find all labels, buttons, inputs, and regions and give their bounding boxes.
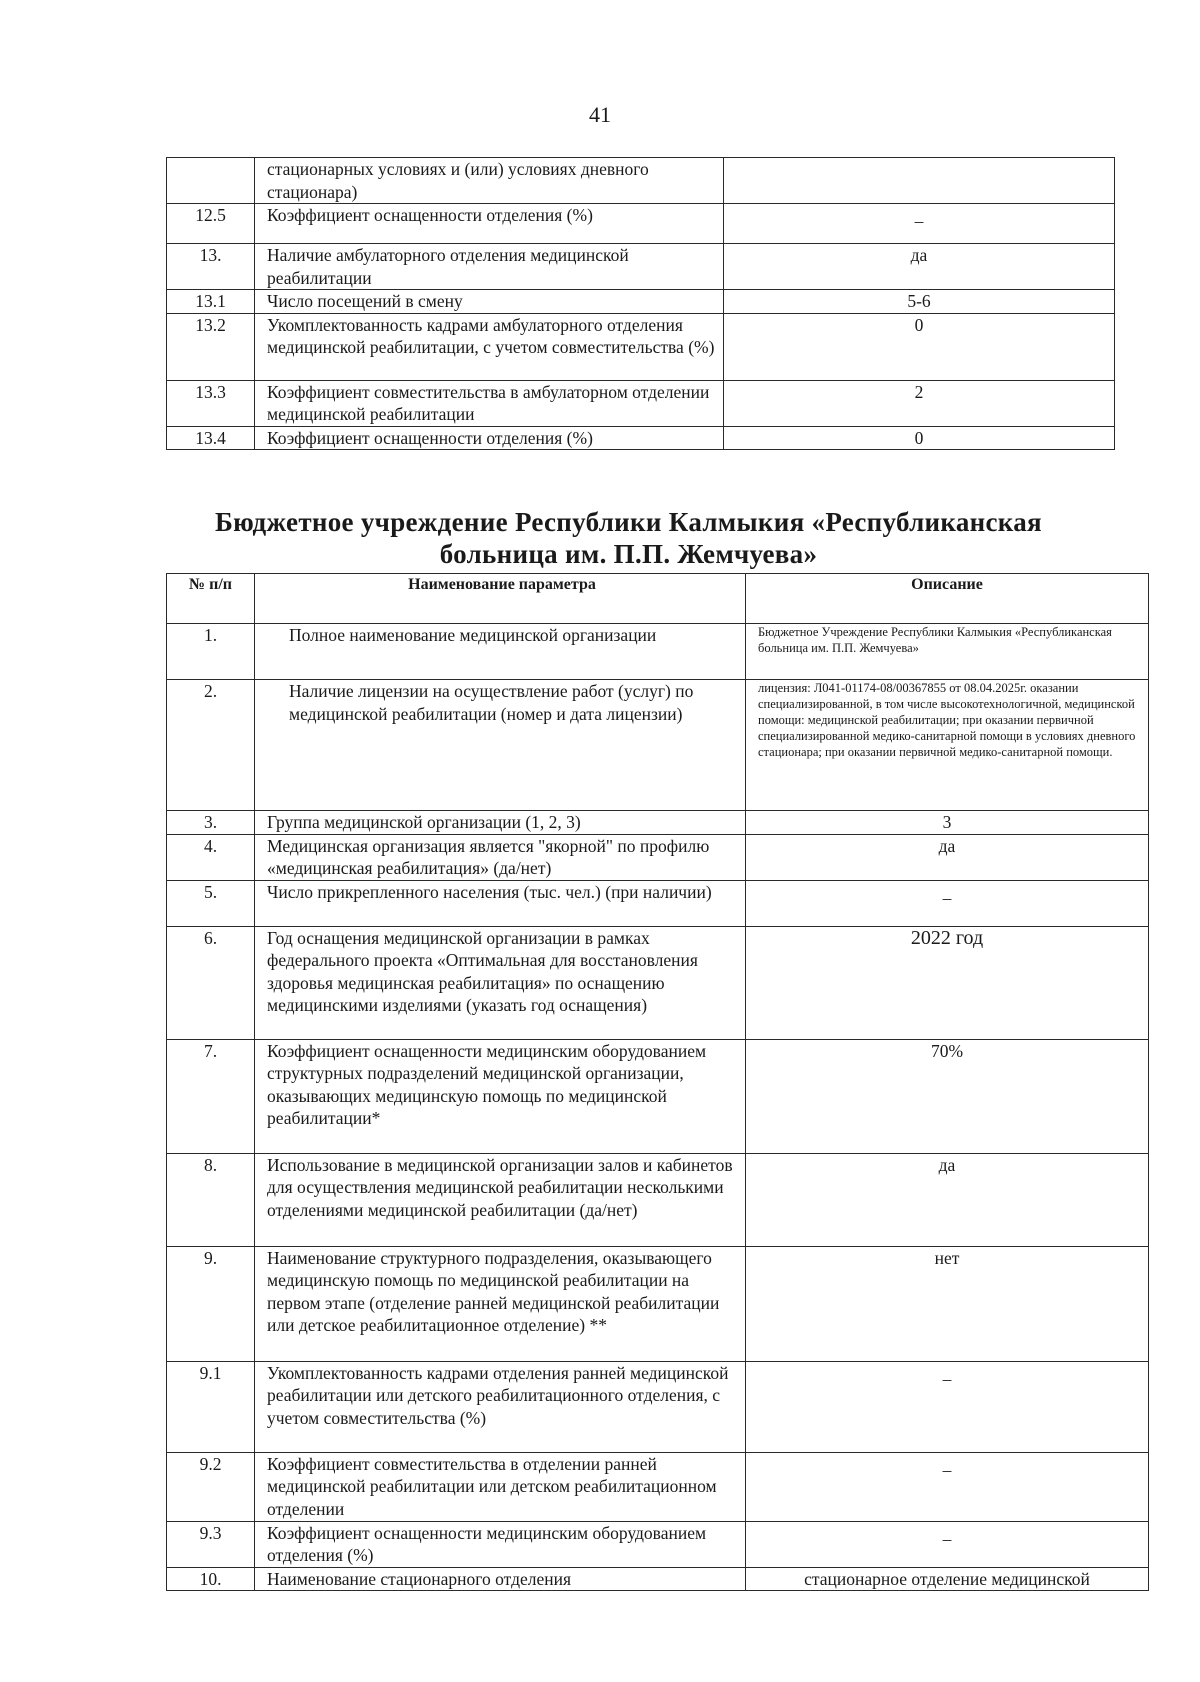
parameter-name: Коэффициент оснащенности отделения (%)	[255, 204, 724, 244]
parameter-value: 2022 год	[746, 926, 1149, 1039]
row-number: 9.3	[167, 1521, 255, 1567]
parameter-name: Медицинская организация является "якорной" по профилю «медицинская реабилитация» (да/нет)	[255, 834, 746, 880]
parameter-name: Коэффициент оснащенности медицинским оборудованием отделения (%)	[255, 1521, 746, 1567]
parameter-value: 5-6	[724, 290, 1115, 314]
parameter-name: Коэффициент совместительства в отделении ранней медицинской реабилитации или детском реабилитационном отделении	[255, 1452, 746, 1521]
parameter-value	[724, 158, 1115, 204]
parameter-name: Число посещений в смену	[255, 290, 724, 314]
row-number: 9.	[167, 1246, 255, 1361]
parameter-value: 0	[724, 313, 1115, 380]
parameter-value	[746, 880, 1149, 926]
parameter-name: Наименование стационарного отделения	[255, 1567, 746, 1591]
parameter-name: Коэффициент оснащенности медицинским оборудованием структурных подразделений медицинской организации, оказывающих медицинскую помощь по медицинской реабилитации*	[255, 1039, 746, 1153]
parameter-value	[746, 1452, 1149, 1521]
value-text: –	[942, 1368, 952, 1389]
value-text: –	[942, 887, 952, 908]
parameter-value: лицензия: Л041-01174-08/00367855 от 08.04.2025г. оказании специализированной, в том числе высокотехнологичной, медицинской помощи: медицинской реабилитации; при оказании первичной специализированной медико-санитарной помощи в условиях дневного стационара; при оказании первичной медико-санитарной помощи.	[746, 680, 1149, 811]
row-number: 7.	[167, 1039, 255, 1153]
row-number: 3.	[167, 811, 255, 835]
table-row	[167, 834, 1149, 880]
row-number: 4.	[167, 834, 255, 880]
parameter-value: стационарное отделение медицинской	[746, 1567, 1149, 1591]
column-header-parameter: Наименование параметра	[255, 574, 746, 624]
parameter-value: 2	[724, 380, 1115, 426]
table-row	[167, 680, 1149, 811]
row-number: 2.	[167, 680, 255, 811]
table-row	[167, 1039, 1149, 1153]
table-row	[167, 204, 1115, 244]
parameter-value: 70%	[746, 1039, 1149, 1153]
table-row	[167, 1246, 1149, 1361]
table-row	[167, 426, 1115, 450]
continuation-table	[166, 157, 1115, 450]
table-row	[167, 1452, 1149, 1521]
parameter-name: Наличие лицензии на осуществление работ (услуг) по медицинской реабилитации (номер и дата лицензии)	[255, 680, 746, 811]
parameter-value	[724, 204, 1115, 244]
parameter-value: нет	[746, 1246, 1149, 1361]
parameter-value: 0	[724, 426, 1115, 450]
parameter-name: Укомплектованность кадрами амбулаторного отделения медицинской реабилитации, с учетом совместительства (%)	[255, 313, 724, 380]
header-row	[167, 574, 1149, 624]
table-row	[167, 158, 1115, 204]
row-number: 9.2	[167, 1452, 255, 1521]
table-row	[167, 244, 1115, 290]
row-number: 13.4	[167, 426, 255, 450]
value-text: –	[942, 1459, 952, 1480]
parameter-value	[746, 1361, 1149, 1452]
row-number: 8.	[167, 1153, 255, 1246]
value-text: –	[914, 211, 924, 231]
row-number: 13.2	[167, 313, 255, 380]
table-row	[167, 290, 1115, 314]
row-number: 10.	[167, 1567, 255, 1591]
parameter-name: стационарных условиях и (или) условиях дневного стационара)	[255, 158, 724, 204]
row-number: 12.5	[167, 204, 255, 244]
parameter-name: Группа медицинской организации (1, 2, 3)	[255, 811, 746, 835]
parameter-name: Наличие амбулаторного отделения медицинской реабилитации	[255, 244, 724, 290]
organization-heading: Бюджетное учреждение Республики Калмыкия «Республиканская больница им. П.П. Жемчуева»	[215, 507, 1042, 569]
row-number	[167, 158, 255, 204]
table-row	[167, 926, 1149, 1039]
table-row	[167, 313, 1115, 380]
parameter-value: да	[746, 834, 1149, 880]
parameter-value: да	[746, 1153, 1149, 1246]
table-row	[167, 1567, 1149, 1591]
table-row	[167, 1361, 1149, 1452]
parameter-value: 3	[746, 811, 1149, 835]
row-number: 9.1	[167, 1361, 255, 1452]
row-number: 13.1	[167, 290, 255, 314]
parameter-name: Наименование структурного подразделения, оказывающего медицинскую помощь по медицинской реабилитации на первом этапе (отделение ранней медицинской реабилитации или детское реабилитационное отделение) **	[255, 1246, 746, 1361]
parameter-name: Укомплектованность кадрами отделения ранней медицинской реабилитации или детского реабилитационного отделения, с учетом совместительства (%)	[255, 1361, 746, 1452]
table-row	[167, 1153, 1149, 1246]
parameter-name: Год оснащения медицинской организации в рамках федерального проекта «Оптимальная для восстановления здоровья медицинская реабилитация» по оснащению медицинскими изделиями (указать год оснащения)	[255, 926, 746, 1039]
row-number: 13.	[167, 244, 255, 290]
organization-table	[166, 573, 1149, 1591]
table-row	[167, 880, 1149, 926]
parameter-name: Полное наименование медицинской организации	[255, 624, 746, 680]
parameter-value: да	[724, 244, 1115, 290]
value-text: –	[942, 1528, 952, 1549]
parameter-value	[746, 1521, 1149, 1567]
row-number: 13.3	[167, 380, 255, 426]
parameter-name: Число прикрепленного населения (тыс. чел.) (при наличии)	[255, 880, 746, 926]
row-number: 5.	[167, 880, 255, 926]
table-row	[167, 624, 1149, 680]
column-header-number: № п/п	[167, 574, 255, 624]
parameter-value: Бюджетное Учреждение Республики Калмыкия «Республиканская больница им. П.П. Жемчуева»	[746, 624, 1149, 680]
row-number: 6.	[167, 926, 255, 1039]
column-header-description: Описание	[746, 574, 1149, 624]
parameter-name: Коэффициент оснащенности отделения (%)	[255, 426, 724, 450]
table-row	[167, 1521, 1149, 1567]
parameter-name: Коэффициент совместительства в амбулаторном отделении медицинской реабилитации	[255, 380, 724, 426]
table-row	[167, 811, 1149, 835]
parameter-name: Использование в медицинской организации залов и кабинетов для осуществления медицинской реабилитации несколькими отделениями медицинской реабилитации (да/нет)	[255, 1153, 746, 1246]
table-row	[167, 380, 1115, 426]
page-number: 41	[589, 102, 611, 127]
row-number: 1.	[167, 624, 255, 680]
